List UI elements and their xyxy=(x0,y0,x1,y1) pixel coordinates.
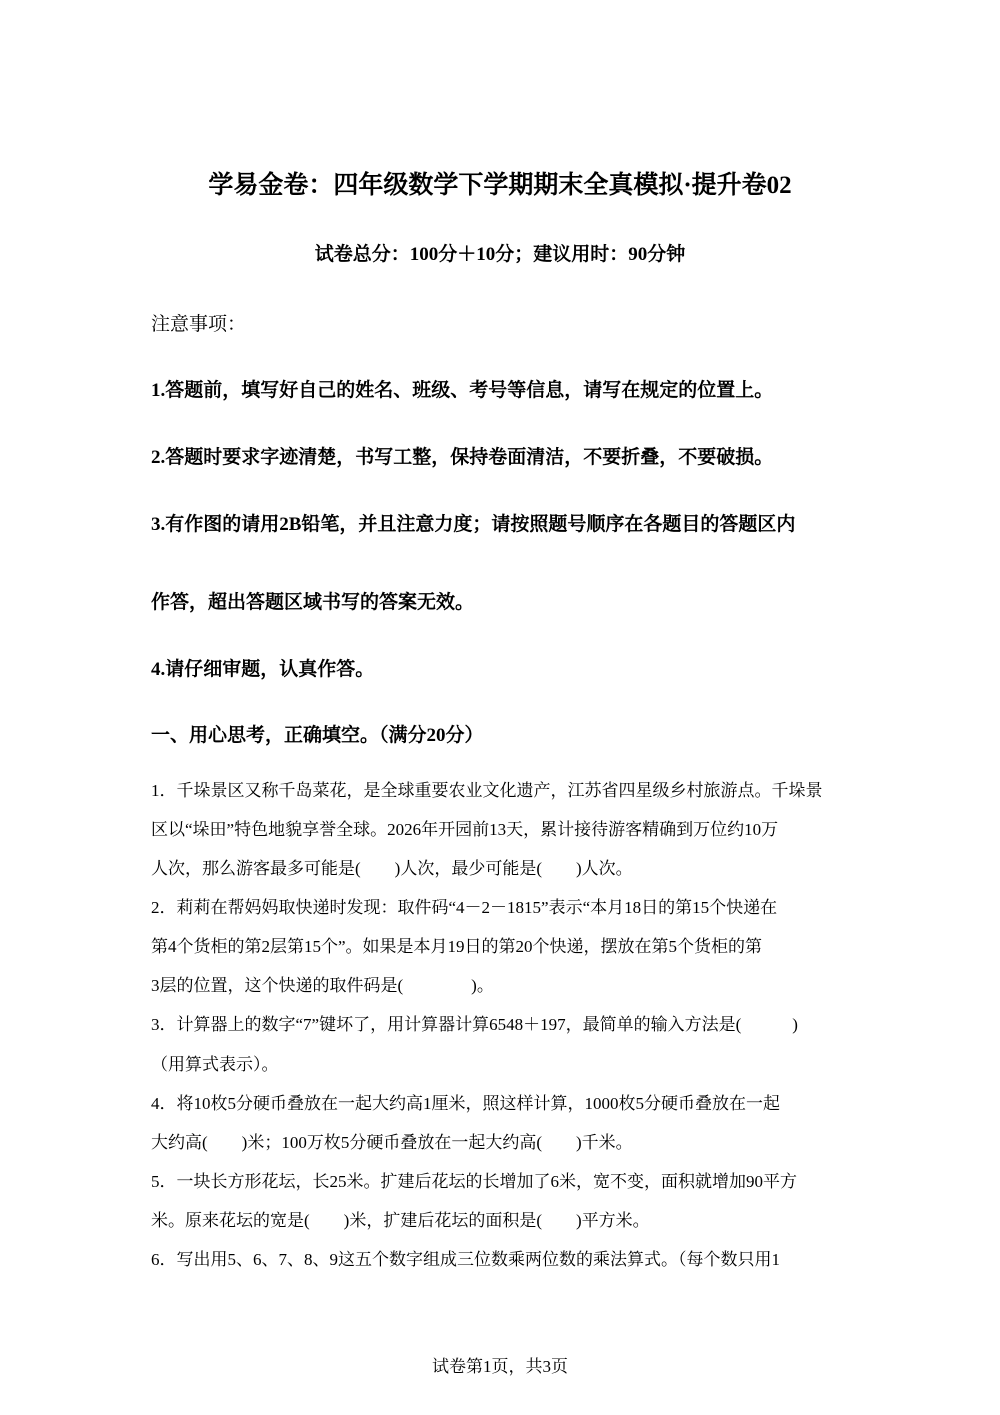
question-line: 6．写出用5、6、7、8、9这五个数字组成三位数乘两位数的乘法算式。（每个数只用1 xyxy=(151,1250,780,1269)
question-line: 第4个货柜的第2层第15个”。如果是本月19日的第20个快递，摆放在第5个货柜的第 xyxy=(151,937,763,956)
question-line: 人次，那么游客最多可能是( )人次，最少可能是( )人次。 xyxy=(151,859,633,878)
notice-rule: 1.答题前，填写好自己的姓名、班级、考号等信息，请写在规定的位置上。 xyxy=(151,380,774,401)
notice-rule: 3.有作图的请用2B铅笔，并且注意力度；请按照题号顺序在各题目的答题区内 xyxy=(151,514,796,535)
question-line: （用算式表示）。 xyxy=(151,1055,279,1074)
notice-rule: 作答，超出答题区域书写的答案无效。 xyxy=(151,592,475,613)
page-footer: 试卷第1页，共3页 xyxy=(432,1357,568,1376)
question-line: 4．将10枚5分硬币叠放在一起大约高1厘米，照这样计算，1000枚5分硬币叠放在一起 xyxy=(151,1094,780,1113)
question-line: 米。原来花坛的宽是( )米，扩建后花坛的面积是( )平方米。 xyxy=(151,1211,650,1230)
exam-info: 试卷总分：100分＋10分；建议用时：90分钟 xyxy=(314,244,686,265)
question-line: 大约高( )米；100万枚5分硬币叠放在一起大约高( )千米。 xyxy=(151,1133,633,1152)
section-heading: 一、用心思考，正确填空。（满分20分） xyxy=(151,725,484,746)
question-line: 3层的位置，这个快递的取件码是( )。 xyxy=(151,976,494,995)
question-line: 区以“垛田”特色地貌享誉全球。2026年开园前13天，累计接待游客精确到万位约10万 xyxy=(151,820,779,839)
question-line: 5．一块长方形花坛，长25米。扩建后花坛的长增加了6米，宽不变，面积就增加90平方 xyxy=(151,1172,797,1191)
question-line: 3．计算器上的数字“7”键坏了，用计算器计算6548＋197，最简单的输入方法是( ) xyxy=(151,1015,798,1034)
question-line: 2．莉莉在帮妈妈取快递时发现：取件码“4－2－1815”表示“本月18日的第15个快递在 xyxy=(151,898,778,917)
notice-rule: 2.答题时要求字迹清楚，书写工整，保持卷面清洁，不要折叠，不要破损。 xyxy=(151,447,774,468)
question-line: 1．千垛景区又称千岛菜花，是全球重要农业文化遗产，江苏省四星级乡村旅游点。千垛景 xyxy=(151,781,823,800)
notice-rule: 4.请仔细审题，认真作答。 xyxy=(151,659,375,680)
page-title: 学易金卷：四年级数学下学期期末全真模拟·提升卷02 xyxy=(208,172,792,199)
notice-heading: 注意事项： xyxy=(151,314,247,335)
